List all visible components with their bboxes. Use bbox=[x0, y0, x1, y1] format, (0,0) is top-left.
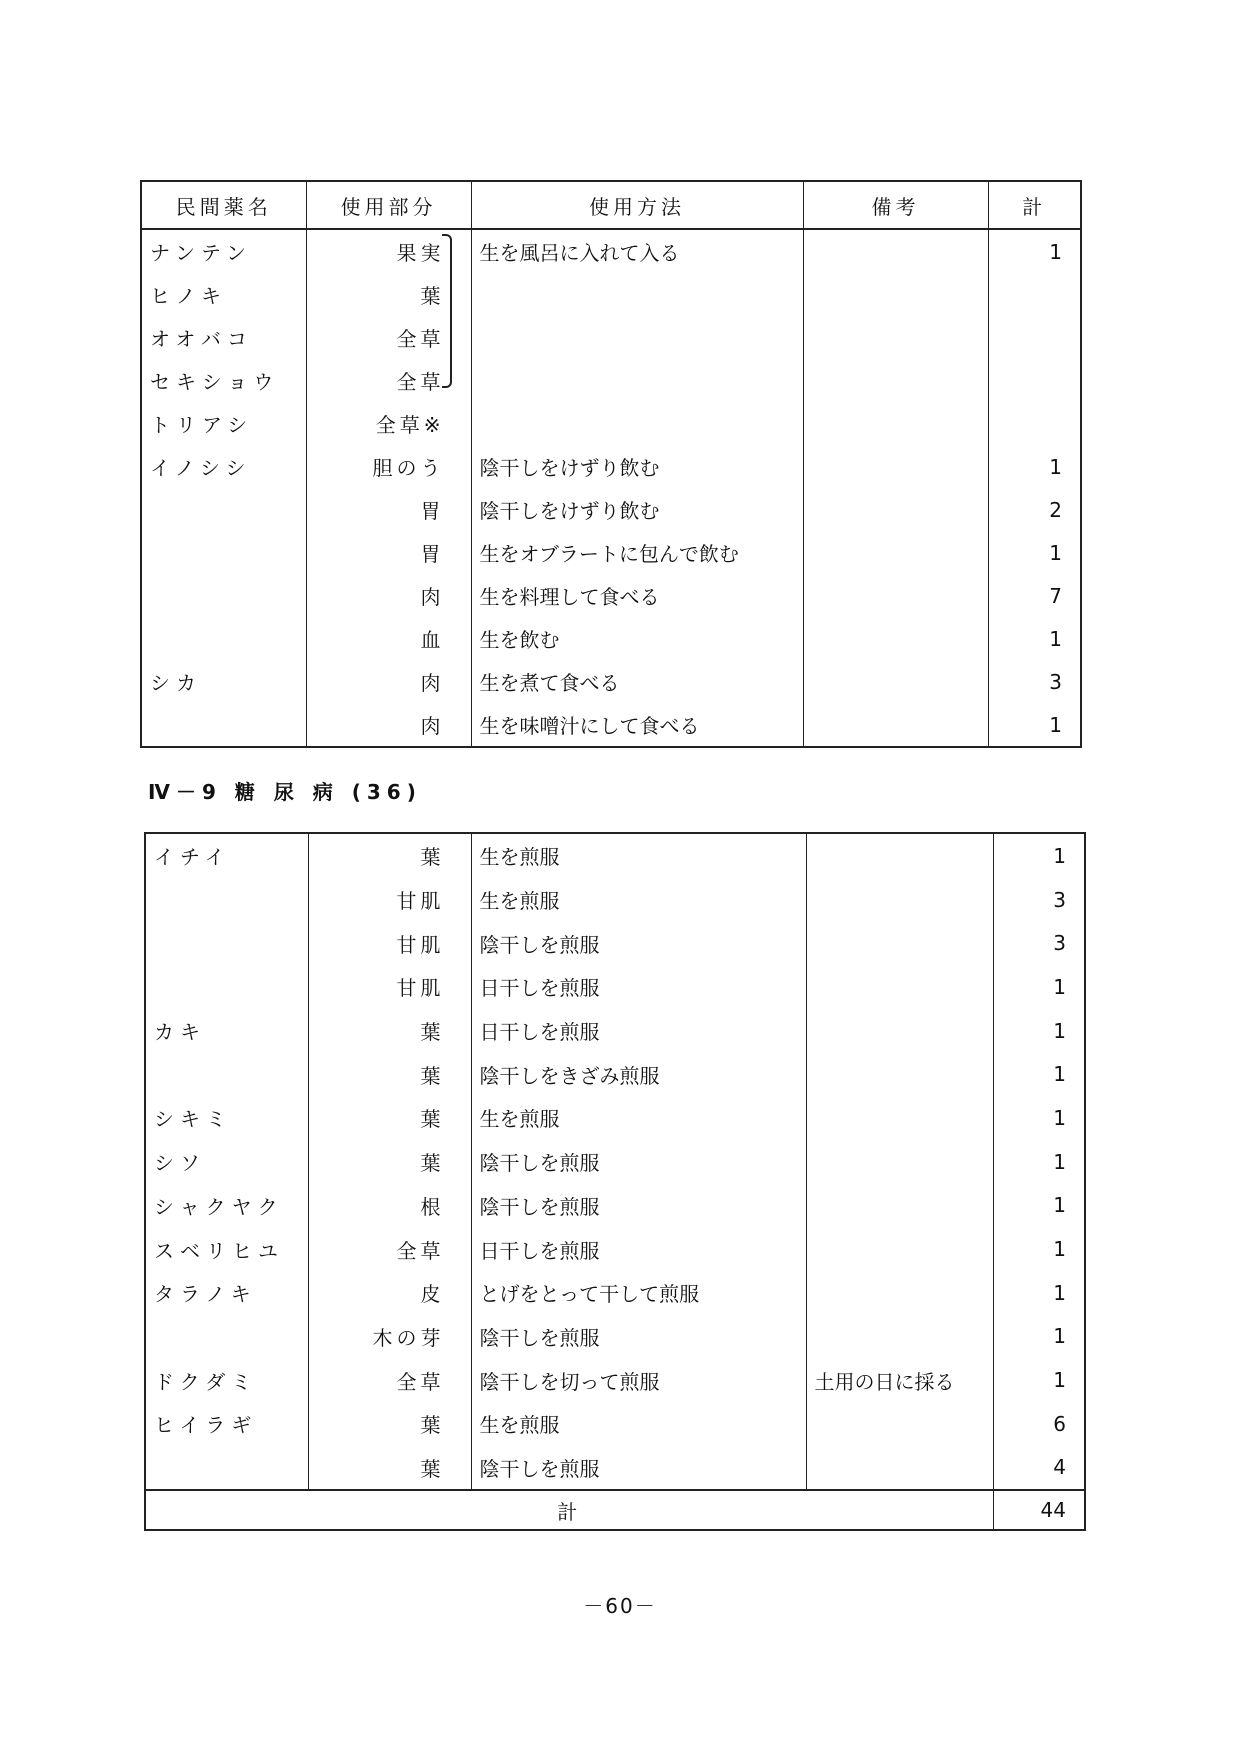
count: 3 bbox=[1049, 669, 1062, 694]
table-row bbox=[145, 1402, 1085, 1446]
method bbox=[471, 359, 803, 402]
remedy-name: シカ bbox=[141, 660, 306, 703]
method: 陰干しを煎服 bbox=[471, 1184, 806, 1228]
note bbox=[803, 617, 988, 660]
part-used: 葉 bbox=[308, 1140, 471, 1184]
note bbox=[806, 833, 993, 878]
count: 1 bbox=[1053, 1149, 1066, 1174]
table-row bbox=[145, 1358, 1085, 1402]
remedy-name: シソ bbox=[145, 1140, 308, 1184]
part-used: 葉 bbox=[308, 833, 471, 878]
table-row bbox=[145, 1140, 1085, 1184]
table-row bbox=[141, 445, 1081, 488]
note bbox=[803, 359, 988, 402]
note bbox=[806, 965, 993, 1009]
method: 陰干しを切って煎服 bbox=[471, 1358, 806, 1402]
table-row bbox=[145, 1315, 1085, 1359]
method: 陰干しをけずり飲む bbox=[471, 445, 803, 488]
method: 陰干しを煎服 bbox=[471, 921, 806, 965]
count: 1 bbox=[1053, 1237, 1066, 1262]
count: 1 bbox=[1053, 1280, 1066, 1305]
count: 1 bbox=[1049, 540, 1062, 565]
part-used: 血 bbox=[306, 617, 471, 660]
method: 生を煎服 bbox=[471, 833, 806, 878]
note: 土用の日に採る bbox=[806, 1358, 993, 1402]
total-row bbox=[145, 1490, 1085, 1530]
count bbox=[988, 316, 1081, 359]
method bbox=[471, 316, 803, 359]
part-used: 胃 bbox=[306, 488, 471, 531]
remedy-name bbox=[141, 574, 306, 617]
method bbox=[471, 402, 803, 445]
method: 生を煎服 bbox=[471, 1402, 806, 1446]
method: 陰干しを煎服 bbox=[471, 1140, 806, 1184]
total-value: 44 bbox=[993, 1490, 1085, 1530]
count: 1 bbox=[1053, 843, 1066, 868]
part-used: 皮 bbox=[308, 1271, 471, 1315]
table-header-row bbox=[141, 181, 1081, 229]
part-used: 甘肌 bbox=[308, 965, 471, 1009]
remedy-name bbox=[145, 1315, 308, 1359]
remedy-name: ナンテン bbox=[141, 229, 306, 273]
count: 1 bbox=[1049, 712, 1062, 737]
part-used: 肉 bbox=[306, 703, 471, 747]
remedy-name bbox=[141, 488, 306, 531]
method: 生をオブラートに包んで飲む bbox=[471, 531, 803, 574]
part-used: 胆のう bbox=[306, 445, 471, 488]
note bbox=[806, 1402, 993, 1446]
note bbox=[803, 488, 988, 531]
remedy-name: スベリヒユ bbox=[145, 1227, 308, 1271]
section-title: Ⅳ－9 糖 尿 病 (36) bbox=[148, 780, 422, 804]
table-row bbox=[145, 1446, 1085, 1491]
note bbox=[803, 660, 988, 703]
note bbox=[806, 878, 993, 922]
count: 1 bbox=[1049, 239, 1062, 264]
remedy-name bbox=[145, 1052, 308, 1096]
method: 日干しを煎服 bbox=[471, 965, 806, 1009]
note bbox=[803, 316, 988, 359]
remedy-name: セキショウ bbox=[141, 359, 306, 402]
note bbox=[806, 1227, 993, 1271]
note bbox=[803, 402, 988, 445]
note bbox=[806, 1446, 993, 1491]
part-used: 木の芽 bbox=[308, 1315, 471, 1359]
table-row bbox=[141, 402, 1081, 445]
method: 日干しを煎服 bbox=[471, 1009, 806, 1053]
part-used: 肉 bbox=[306, 574, 471, 617]
part-used: 全草 bbox=[306, 316, 471, 359]
table-row bbox=[141, 229, 1081, 273]
grouping-bracket bbox=[442, 234, 452, 388]
method bbox=[471, 273, 803, 316]
part-used: 甘肌 bbox=[308, 921, 471, 965]
count: 3 bbox=[1053, 931, 1066, 956]
part-used: 葉 bbox=[308, 1096, 471, 1140]
remedy-name: タラノキ bbox=[145, 1271, 308, 1315]
count: 1 bbox=[1053, 974, 1066, 999]
remedy-table-1 bbox=[140, 180, 1082, 748]
count: 1 bbox=[1049, 626, 1062, 651]
table-row bbox=[141, 660, 1081, 703]
count bbox=[988, 402, 1081, 445]
header-notes: 備考 bbox=[803, 181, 988, 229]
table-row bbox=[145, 1009, 1085, 1053]
remedy-name bbox=[145, 921, 308, 965]
note bbox=[806, 1009, 993, 1053]
count: 2 bbox=[1049, 497, 1062, 522]
count: 7 bbox=[1049, 583, 1062, 608]
part-used: 根 bbox=[308, 1184, 471, 1228]
part-used: 葉 bbox=[308, 1446, 471, 1491]
count: 6 bbox=[1053, 1411, 1066, 1436]
part-used: 果実 bbox=[306, 229, 471, 273]
count: 4 bbox=[1053, 1455, 1066, 1480]
table-row bbox=[145, 1271, 1085, 1315]
note bbox=[803, 445, 988, 488]
table-row bbox=[145, 1227, 1085, 1271]
note bbox=[803, 229, 988, 273]
page-number: －60－ bbox=[583, 1594, 657, 1618]
remedy-name: シャクヤク bbox=[145, 1184, 308, 1228]
note bbox=[803, 531, 988, 574]
header-method: 使用方法 bbox=[471, 181, 803, 229]
remedy-name: イチイ bbox=[145, 833, 308, 878]
part-used: 葉 bbox=[306, 273, 471, 316]
note bbox=[806, 1140, 993, 1184]
note bbox=[803, 703, 988, 747]
method: 生を料理して食べる bbox=[471, 574, 803, 617]
table-row bbox=[141, 617, 1081, 660]
method: 陰干しをけずり飲む bbox=[471, 488, 803, 531]
table-row bbox=[141, 531, 1081, 574]
part-used: 全草 bbox=[308, 1227, 471, 1271]
count: 1 bbox=[1053, 1018, 1066, 1043]
remedy-name: カキ bbox=[145, 1009, 308, 1053]
total-label: 計 bbox=[145, 1490, 993, 1530]
remedy-name: ヒイラギ bbox=[145, 1402, 308, 1446]
part-used: 胃 bbox=[306, 531, 471, 574]
table-row bbox=[141, 488, 1081, 531]
note bbox=[803, 273, 988, 316]
note bbox=[806, 1184, 993, 1228]
part-used: 葉 bbox=[308, 1009, 471, 1053]
remedy-name bbox=[141, 703, 306, 747]
method: 生を味噌汁にして食べる bbox=[471, 703, 803, 747]
part-used: 葉 bbox=[308, 1052, 471, 1096]
note bbox=[806, 1315, 993, 1359]
table-row bbox=[141, 316, 1081, 359]
remedy-table-2 bbox=[144, 832, 1086, 1531]
method: 生を煎服 bbox=[471, 1096, 806, 1140]
count: 1 bbox=[1053, 1105, 1066, 1130]
remedy-name: ヒノキ bbox=[141, 273, 306, 316]
count: 1 bbox=[1053, 1062, 1066, 1087]
method: とげをとって干して煎服 bbox=[471, 1271, 806, 1315]
count bbox=[988, 359, 1081, 402]
table-row bbox=[141, 703, 1081, 747]
header-remedy-name: 民間薬名 bbox=[141, 181, 306, 229]
remedy-name bbox=[141, 617, 306, 660]
method: 陰干しをきざみ煎服 bbox=[471, 1052, 806, 1096]
table-row bbox=[141, 574, 1081, 617]
count: 1 bbox=[1053, 1368, 1066, 1393]
method: 生を飲む bbox=[471, 617, 803, 660]
remedy-name bbox=[145, 1446, 308, 1491]
part-used: 甘肌 bbox=[308, 878, 471, 922]
table-row bbox=[145, 1184, 1085, 1228]
part-used: 全草※ bbox=[306, 402, 471, 445]
method: 生を煮て食べる bbox=[471, 660, 803, 703]
remedy-name: シキミ bbox=[145, 1096, 308, 1140]
table-row bbox=[145, 1096, 1085, 1140]
method: 生を煎服 bbox=[471, 878, 806, 922]
table-row bbox=[145, 965, 1085, 1009]
remedy-name: トリアシ bbox=[141, 402, 306, 445]
note bbox=[806, 1096, 993, 1140]
table-row bbox=[145, 878, 1085, 922]
count: 1 bbox=[1049, 454, 1062, 479]
table-row bbox=[145, 921, 1085, 965]
part-used: 全草 bbox=[306, 359, 471, 402]
note bbox=[803, 574, 988, 617]
remedy-name bbox=[145, 878, 308, 922]
note bbox=[806, 921, 993, 965]
count: 3 bbox=[1053, 887, 1066, 912]
count: 1 bbox=[1053, 1193, 1066, 1218]
note bbox=[806, 1271, 993, 1315]
method: 陰干しを煎服 bbox=[471, 1315, 806, 1359]
header-part-used: 使用部分 bbox=[306, 181, 471, 229]
note bbox=[806, 1052, 993, 1096]
part-used: 葉 bbox=[308, 1402, 471, 1446]
method: 生を風呂に入れて入る bbox=[471, 229, 803, 273]
remedy-name: ドクダミ bbox=[145, 1358, 308, 1402]
table-row bbox=[141, 359, 1081, 402]
method: 陰干しを煎服 bbox=[471, 1446, 806, 1491]
remedy-name: オオバコ bbox=[141, 316, 306, 359]
count bbox=[988, 273, 1081, 316]
table-row bbox=[141, 273, 1081, 316]
part-used: 全草 bbox=[308, 1358, 471, 1402]
method: 日干しを煎服 bbox=[471, 1227, 806, 1271]
remedy-name bbox=[145, 965, 308, 1009]
remedy-name: イノシシ bbox=[141, 445, 306, 488]
table-row bbox=[145, 1052, 1085, 1096]
table-row bbox=[145, 833, 1085, 878]
count: 1 bbox=[1053, 1324, 1066, 1349]
header-count: 計 bbox=[988, 181, 1081, 229]
remedy-name bbox=[141, 531, 306, 574]
part-used: 肉 bbox=[306, 660, 471, 703]
